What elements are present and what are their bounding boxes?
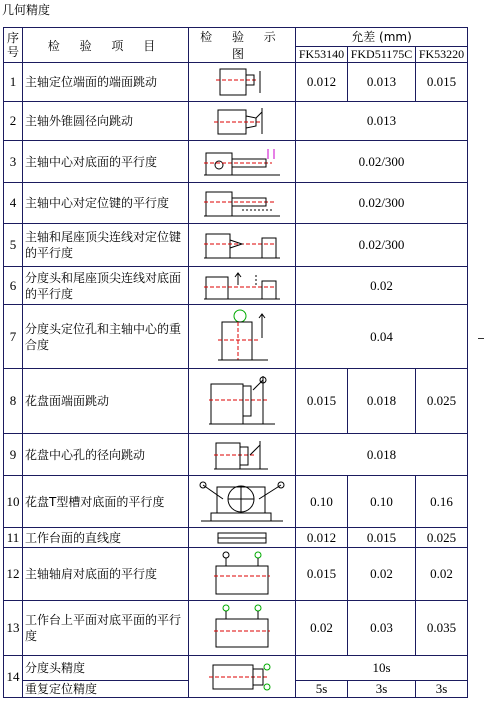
row-value: 0.015 — [416, 63, 468, 102]
row-figure — [189, 141, 296, 183]
row-figure — [189, 369, 296, 434]
figure-10-diagram — [197, 479, 287, 525]
row-value: 0.025 — [416, 369, 468, 434]
row-no: 10 — [4, 476, 23, 528]
header-model-2: FKD51175C — [348, 46, 416, 62]
row-no: 12 — [4, 548, 23, 601]
table-row — [4, 656, 468, 681]
row-value: 0.018 — [296, 434, 468, 476]
figure-9-diagram — [212, 437, 272, 473]
row-value: 0.02/300 — [296, 183, 468, 224]
row-value: 0.03 — [348, 601, 416, 656]
row-no: 3 — [4, 141, 23, 183]
table-row — [4, 305, 468, 369]
figure-12-diagram — [212, 550, 272, 598]
table-row — [4, 601, 468, 656]
row-value: 0.10 — [348, 476, 416, 528]
header-no-label: 序号 — [6, 31, 19, 59]
row-item: 分度头定位孔和主轴中心的重合度 — [23, 305, 189, 369]
row-value: 0.16 — [416, 476, 468, 528]
table-row — [4, 183, 468, 224]
row-item: 花盘T型槽对底面的平行度 — [23, 476, 189, 528]
figure-6-diagram — [202, 269, 282, 303]
row-value: 0.02 — [296, 601, 348, 656]
row-no: 5 — [4, 224, 23, 267]
header-model-1: FK53140 — [296, 46, 348, 62]
row-item: 主轴外锥圆径向跳动 — [23, 102, 189, 141]
row-figure — [189, 102, 296, 141]
row-value: 3s — [416, 681, 468, 698]
table-row — [4, 434, 468, 476]
figure-4-diagram — [202, 186, 282, 220]
row-value: 0.035 — [416, 601, 468, 656]
figure-8-diagram — [207, 372, 277, 430]
page-title: 几何精度 — [2, 3, 51, 17]
figure-14-diagram — [207, 659, 277, 695]
row-no: 14 — [4, 656, 23, 698]
figure-1-diagram — [212, 65, 272, 99]
row-value: 0.02 — [296, 267, 468, 305]
row-value: 3s — [348, 681, 416, 698]
figure-13-diagram — [212, 603, 272, 653]
row-no: 2 — [4, 102, 23, 141]
row-value: 0.018 — [348, 369, 416, 434]
row-value: 0.025 — [416, 528, 468, 548]
row-value: 10s — [296, 656, 468, 681]
row-item: 花盘中心孔的径向跳动 — [23, 434, 189, 476]
row-figure — [189, 434, 296, 476]
row-item: 工作台上平面对底平面的平行度 — [23, 601, 189, 656]
row-item: 主轴中心对底面的平行度 — [23, 141, 189, 183]
header-item: 检 验 项 目 — [23, 28, 189, 63]
table-row — [4, 548, 468, 601]
row-value: 0.02/300 — [296, 224, 468, 267]
row-item: 分度头精度 — [23, 656, 189, 681]
table-row — [4, 102, 468, 141]
table-row — [4, 141, 468, 183]
row-no: 7 — [4, 305, 23, 369]
margin-mark — [478, 338, 484, 339]
row-item: 花盘面端面跳动 — [23, 369, 189, 434]
header-figure: 检 验 示 图 — [189, 28, 296, 63]
header-tolerance: 允差 (mm) — [296, 28, 468, 47]
header-model-3: FK53220 — [416, 46, 468, 62]
row-item: 主轴轴肩对底面的平行度 — [23, 548, 189, 601]
table-row — [4, 369, 468, 434]
row-value: 0.015 — [296, 548, 348, 601]
table-row — [4, 267, 468, 305]
row-value: 0.10 — [296, 476, 348, 528]
table-row — [4, 528, 468, 548]
row-figure — [189, 656, 296, 698]
row-sub-item: 重复定位精度 — [23, 681, 189, 698]
header-no — [4, 28, 23, 63]
row-figure — [189, 183, 296, 224]
table-row — [4, 63, 468, 102]
row-value: 0.04 — [296, 305, 468, 369]
row-value: 5s — [296, 681, 348, 698]
row-item: 主轴定位端面的端面跳动 — [23, 63, 189, 102]
row-figure — [189, 267, 296, 305]
row-figure — [189, 528, 296, 548]
row-no: 4 — [4, 183, 23, 224]
row-figure — [189, 224, 296, 267]
figure-5-diagram — [202, 228, 282, 262]
geometric-accuracy-table — [3, 27, 468, 698]
row-value: 0.02/300 — [296, 141, 468, 183]
row-value: 0.012 — [296, 63, 348, 102]
row-no: 13 — [4, 601, 23, 656]
row-value: 0.02 — [416, 548, 468, 601]
row-no: 11 — [4, 528, 23, 548]
row-item: 主轴中心对定位键的平行度 — [23, 183, 189, 224]
row-figure — [189, 63, 296, 102]
row-no: 6 — [4, 267, 23, 305]
table-row — [4, 476, 468, 528]
row-value: 0.013 — [296, 102, 468, 141]
row-value: 0.012 — [296, 528, 348, 548]
table-row — [4, 224, 468, 267]
row-value: 0.013 — [348, 63, 416, 102]
row-value: 0.015 — [348, 528, 416, 548]
figure-3-diagram — [202, 145, 282, 179]
row-figure — [189, 305, 296, 369]
figure-7-diagram — [212, 308, 272, 366]
row-figure — [189, 601, 296, 656]
row-item: 分度头和尾座顶尖连线对底面的平行度 — [23, 267, 189, 305]
row-value: 0.02 — [348, 548, 416, 601]
row-figure — [189, 476, 296, 528]
row-no: 1 — [4, 63, 23, 102]
row-no: 8 — [4, 369, 23, 434]
figure-2-diagram — [212, 104, 272, 138]
row-item: 工作台面的直线度 — [23, 528, 189, 548]
row-value: 0.015 — [296, 369, 348, 434]
row-item: 主轴和尾座顶尖连线对定位键的平行度 — [23, 224, 189, 267]
row-figure — [189, 548, 296, 601]
figure-11-diagram — [212, 530, 272, 546]
row-no: 9 — [4, 434, 23, 476]
